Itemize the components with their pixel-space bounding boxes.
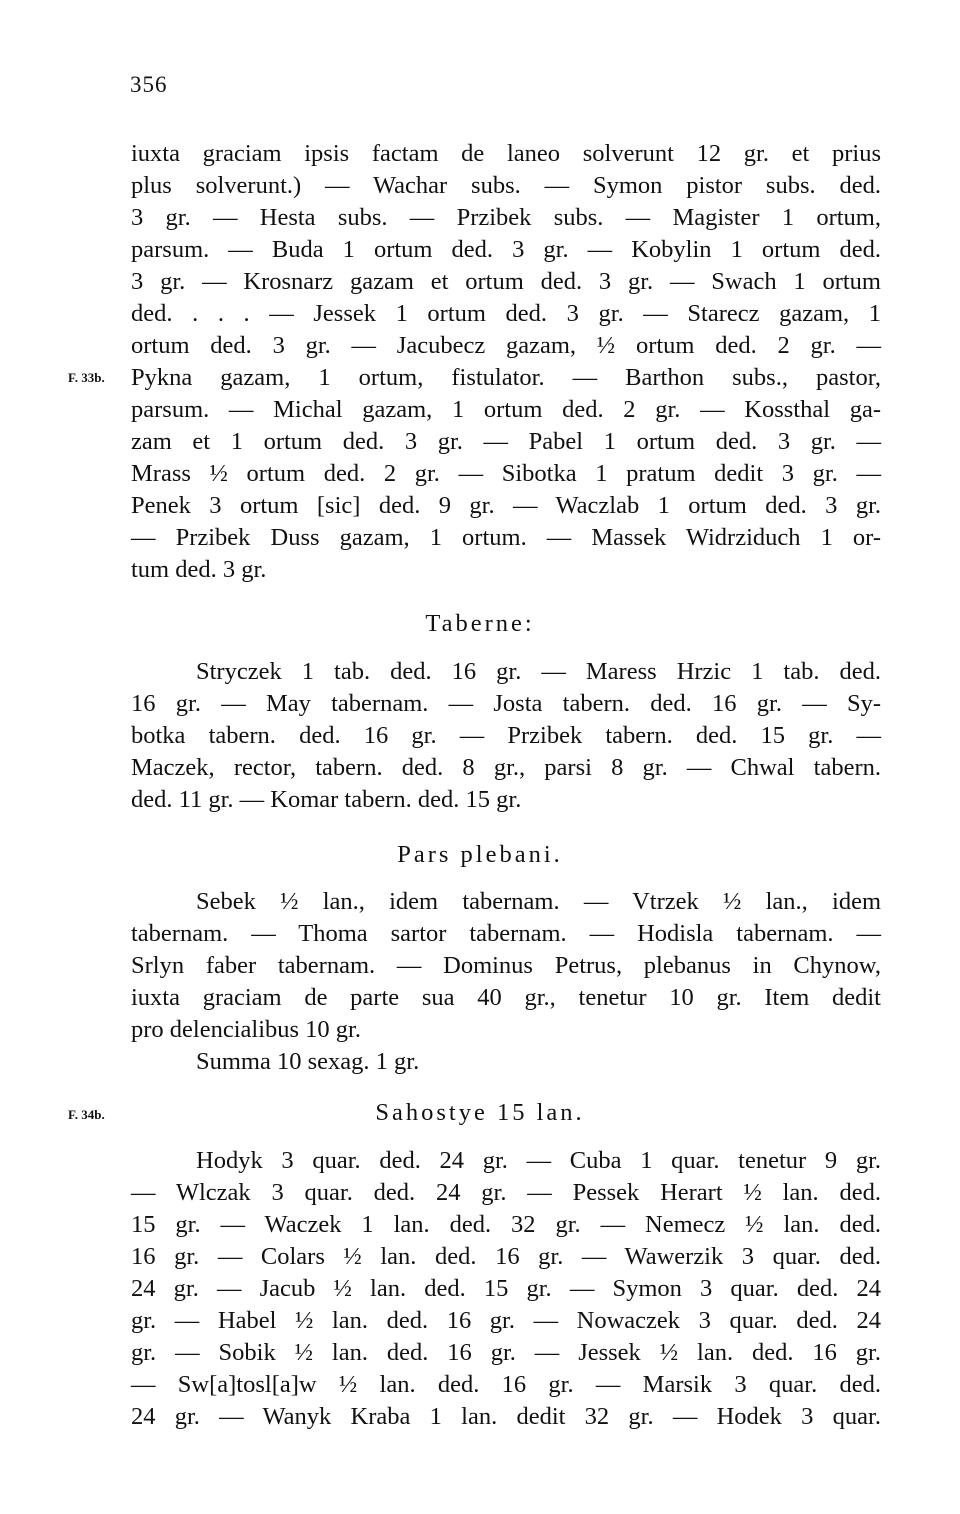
text-line: iuxta graciam de parte sua 40 gr., tenetur 10 gr. Item dedit xyxy=(131,984,881,1011)
text-line: 16 gr. — Colars ½ lan. ded. 16 gr. — Wawerzik 3 quar. ded. xyxy=(131,1243,881,1270)
text-line: Mrass ½ ortum ded. 2 gr. — Sibotka 1 pratum dedit 3 gr. — xyxy=(131,460,881,487)
text-line: botka tabern. ded. 16 gr. — Przibek tabern. ded. 15 gr. — xyxy=(131,722,881,749)
folio-note: F. 33b. xyxy=(68,370,105,385)
text-line: 3 gr. — Krosnarz gazam et ortum ded. 3 gr. — Swach 1 ortum xyxy=(131,268,881,295)
section-heading-taberne: Taberne: xyxy=(425,610,535,637)
text-line: ortum ded. 3 gr. — Jacubecz gazam, ½ ortum ded. 2 gr. — xyxy=(131,332,881,359)
section-heading-pars-plebani: Pars plebani. xyxy=(397,841,563,868)
text-line: 24 gr. — Wanyk Kraba 1 lan. dedit 32 gr. — Hodek 3 quar. xyxy=(131,1403,881,1430)
text-line: Pykna gazam, 1 ortum, fistulator. — Barthon subs., pastor, xyxy=(131,364,881,391)
text-line: Stryczek 1 tab. ded. 16 gr. — Maress Hrzic 1 tab. ded. xyxy=(196,658,881,685)
text-line: — Wlczak 3 quar. ded. 24 gr. — Pessek Herart ½ lan. ded. xyxy=(131,1179,881,1206)
text-line: 3 gr. — Hesta subs. — Przibek subs. — Magister 1 ortum, xyxy=(131,204,881,231)
text-line: tum ded. 3 gr. xyxy=(131,556,267,583)
text-line: 16 gr. — May tabernam. — Josta tabern. ded. 16 gr. — Sy- xyxy=(131,690,881,717)
section-heading-sahostye: Sahostye 15 lan. xyxy=(375,1099,585,1126)
text-line: Sebek ½ lan., idem tabernam. — Vtrzek ½ lan., idem xyxy=(196,888,881,915)
text-line: Hodyk 3 quar. ded. 24 gr. — Cuba 1 quar. tenetur 9 gr. xyxy=(196,1147,881,1174)
text-line: — Sw[a]tosl[a]w ½ lan. ded. 16 gr. — Marsik 3 quar. ded. xyxy=(131,1371,881,1398)
text-line: 24 gr. — Jacub ½ lan. ded. 15 gr. — Symon 3 quar. ded. 24 xyxy=(131,1275,881,1302)
summa-line: Summa 10 sexag. 1 gr. xyxy=(196,1048,420,1075)
text-line: — Przibek Duss gazam, 1 ortum. — Massek Widrziduch 1 or- xyxy=(131,524,881,551)
text-line: ded. 11 gr. — Komar tabern. ded. 15 gr. xyxy=(131,786,522,813)
text-line: Penek 3 ortum [sic] ded. 9 gr. — Waczlab 1 ortum ded. 3 gr. xyxy=(131,492,881,519)
text-line: 15 gr. — Waczek 1 lan. ded. 32 gr. — Nemecz ½ lan. ded. xyxy=(131,1211,881,1238)
text-line: Srlyn faber tabernam. — Dominus Petrus, plebanus in Chynow, xyxy=(131,952,881,979)
text-line: pro delencialibus 10 gr. xyxy=(131,1016,361,1043)
text-line: ded. . . . — Jessek 1 ortum ded. 3 gr. — Starecz gazam, 1 xyxy=(131,300,881,327)
text-line: plus solverunt.) — Wachar subs. — Symon pistor subs. ded. xyxy=(131,172,881,199)
text-line: gr. — Habel ½ lan. ded. 16 gr. — Nowaczek 3 quar. ded. 24 xyxy=(131,1307,881,1334)
text-line: Maczek, rector, tabern. ded. 8 gr., parsi 8 gr. — Chwal tabern. xyxy=(131,754,881,781)
page-number: 356 xyxy=(130,72,168,97)
text-line: tabernam. — Thoma sartor tabernam. — Hodisla tabernam. — xyxy=(131,920,881,947)
text-line: parsum. — Michal gazam, 1 ortum ded. 2 gr. — Kossthal ga- xyxy=(131,396,881,423)
text-line: parsum. — Buda 1 ortum ded. 3 gr. — Kobylin 1 ortum ded. xyxy=(131,236,881,263)
folio-note: F. 34b. xyxy=(68,1107,105,1122)
text-line: iuxta graciam ipsis factam de laneo solverunt 12 gr. et prius xyxy=(131,140,881,167)
text-line: gr. — Sobik ½ lan. ded. 16 gr. — Jessek ½ lan. ded. 16 gr. xyxy=(131,1339,881,1366)
text-line: zam et 1 ortum ded. 3 gr. — Pabel 1 ortum ded. 3 gr. — xyxy=(131,428,881,455)
